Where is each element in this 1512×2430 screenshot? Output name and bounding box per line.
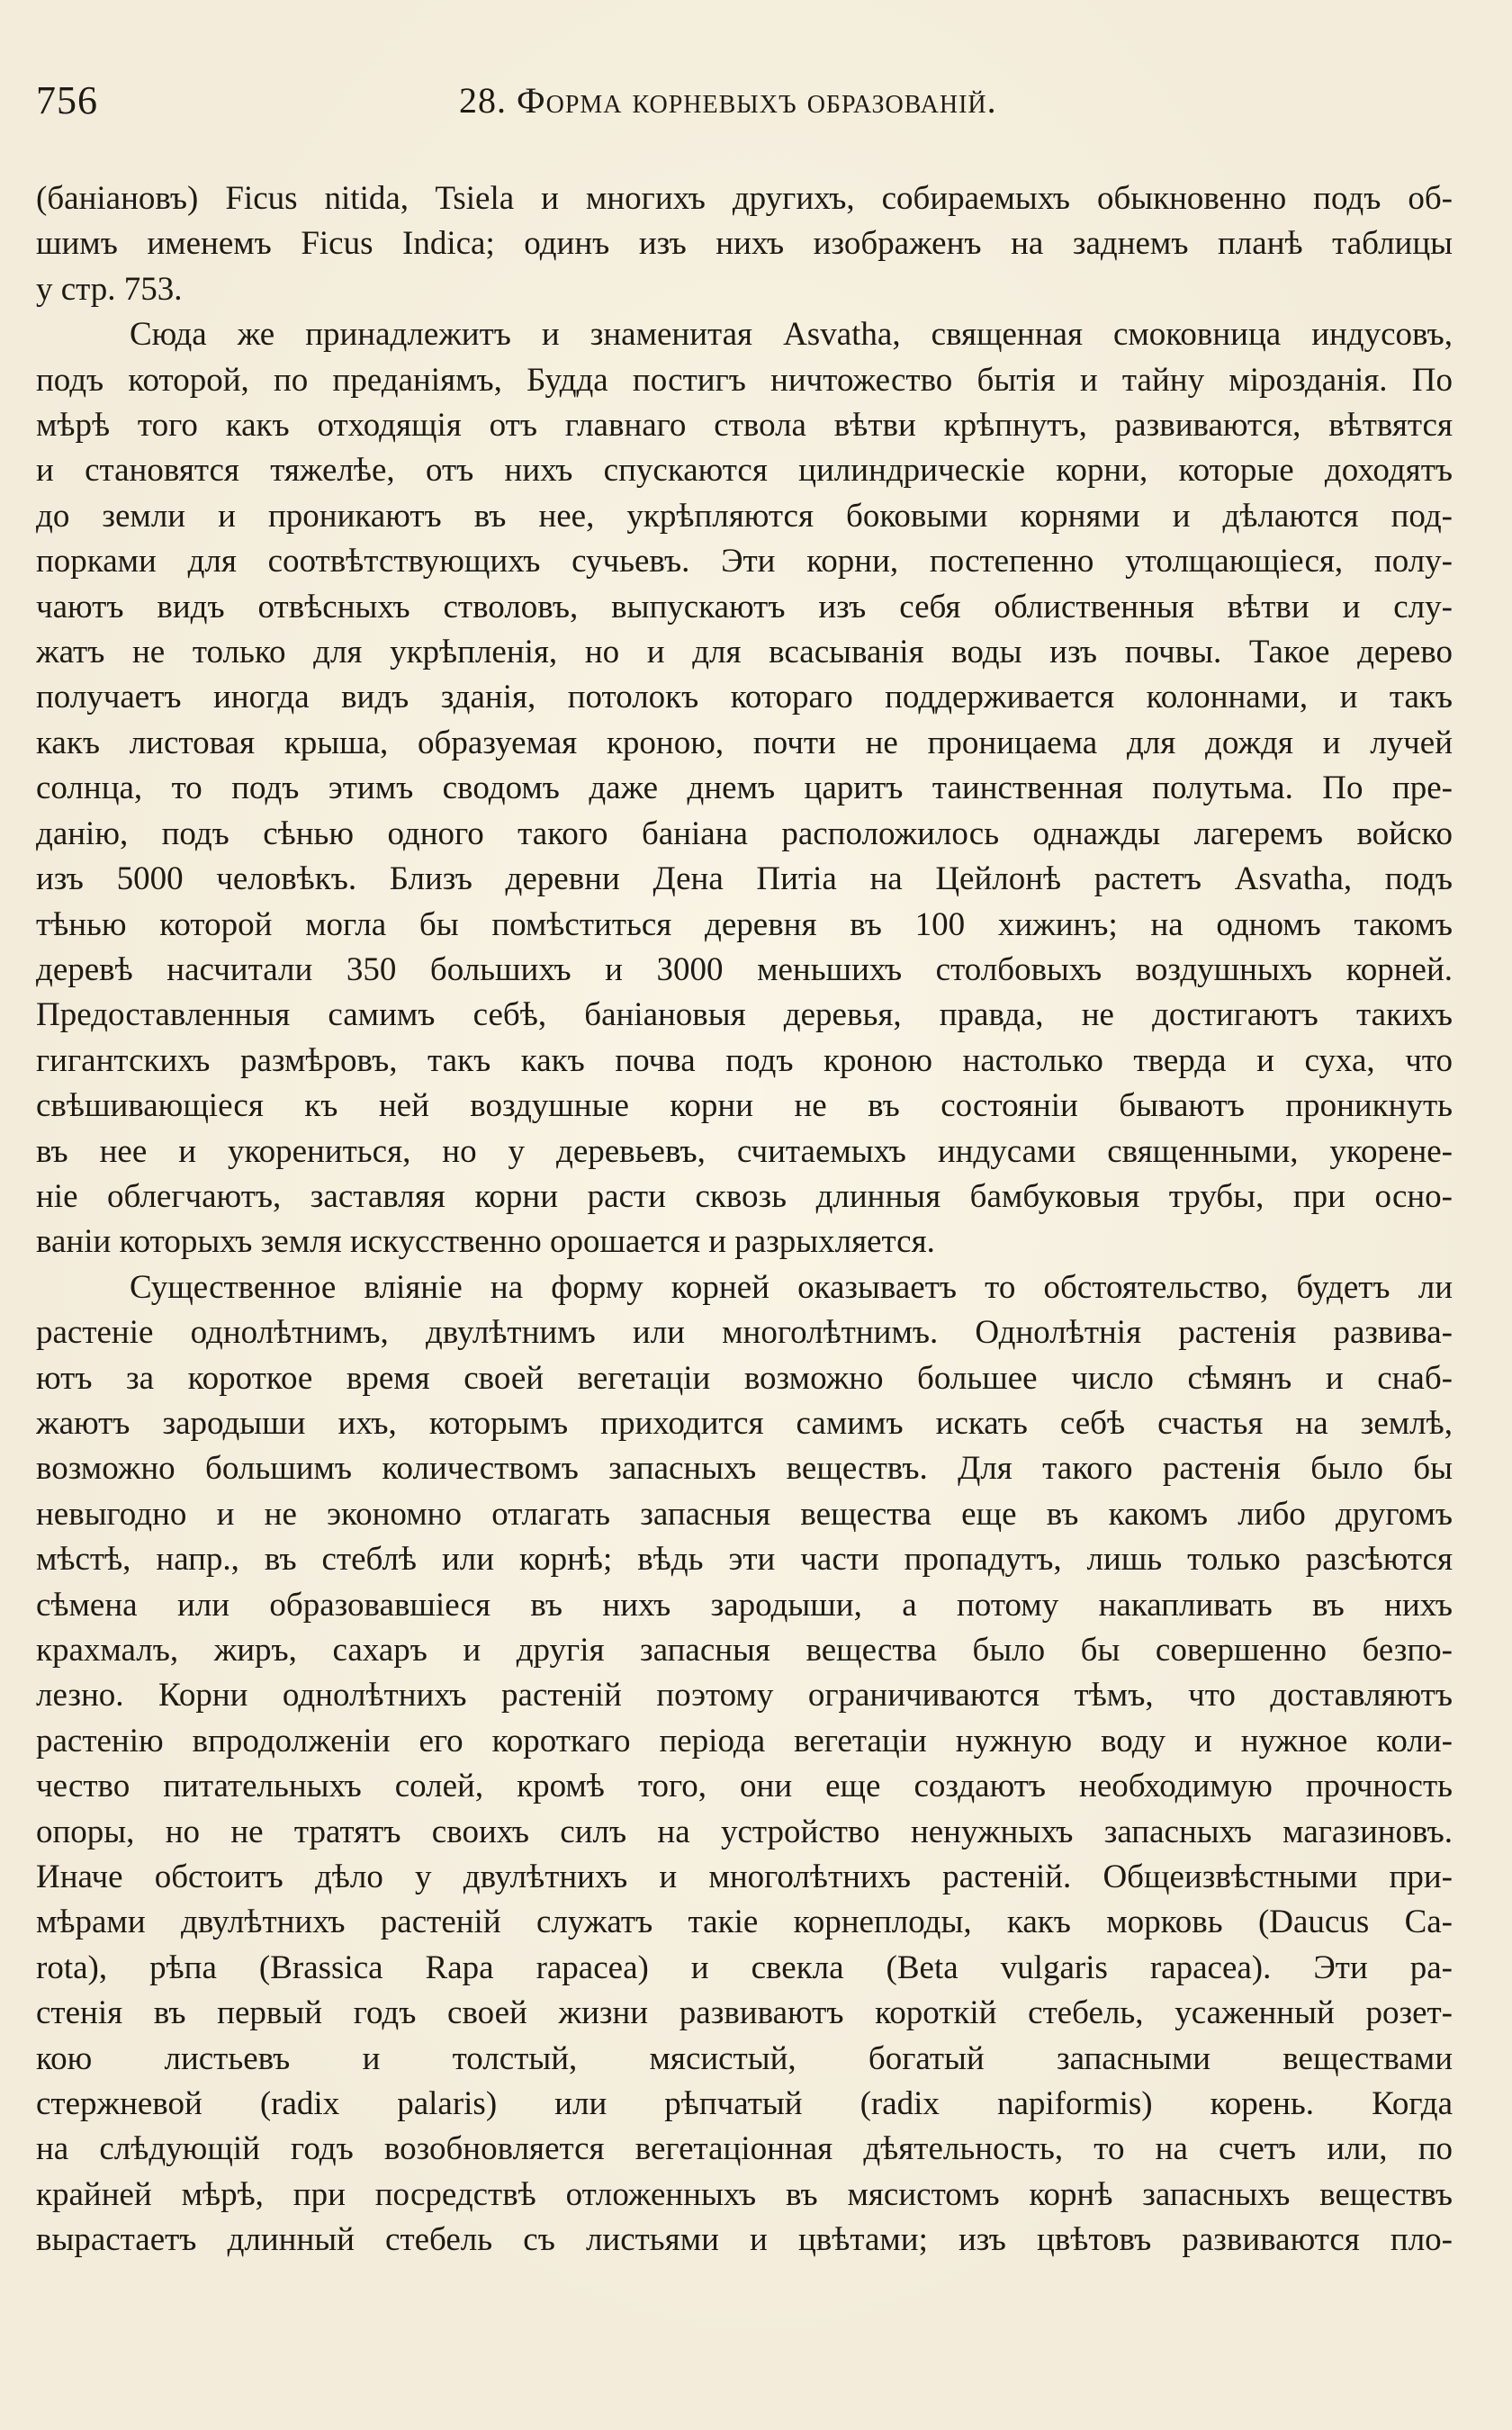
body-text (36, 176, 1453, 2264)
text-line: возможно большимъ количествомъ запасныхъ веществъ. Для такого растенія было бы (36, 1450, 1453, 1488)
text-line: ваніи которыхъ земля искусственно орошается и разрыхляется. (36, 1223, 935, 1261)
text-line: гигантскихъ размѣровъ, такъ какъ почва подъ кроною настолько тверда и суха, что (36, 1041, 1453, 1079)
text-line: на слѣдующій годъ возобновляется вегетаціонная дѣятельность, то на счетъ или, по (36, 2130, 1453, 2168)
text-line: чаютъ видъ отвѣсныхъ стволовъ, выпускаютъ изъ себя облиственныя вѣтви и слу- (36, 588, 1453, 626)
text-line: изъ 5000 человѣкъ. Близъ деревни Дена Питіа на Цейлонѣ растетъ Asvatha, подъ (36, 860, 1453, 898)
text-line: rota), рѣпа (Brassica Rapa rapacea) и свекла (Beta vulgaris rapacea). Эти ра- (36, 1948, 1453, 1986)
text-line: чество питательныхъ солей, кромѣ того, они еще создаютъ необходимую прочность (36, 1768, 1453, 1805)
text-line: лезно. Корни однолѣтнихъ растеній поэтому ограничиваются тѣмъ, что доставляютъ (36, 1677, 1453, 1714)
text-line: мѣрѣ того какъ отходящія отъ главнаго ствола вѣтви крѣпнутъ, развиваются, вѣтвятся (36, 407, 1453, 445)
text-line: мѣрами двулѣтнихъ растеній служатъ такіе корнеплоды, какъ морковь (Daucus Ca- (36, 1904, 1453, 1941)
text-line: кою листьевъ и толстый, мясистый, богатый запасными веществами (36, 2039, 1453, 2077)
text-line: вырастаетъ длинный стебель съ листьями и цвѣтами; изъ цвѣтовъ развиваются пло- (36, 2221, 1453, 2259)
text-line: невыгодно и не экономно отлагать запасныя вещества еще въ какомъ либо другомъ (36, 1495, 1453, 1533)
text-line: подъ которой, по преданіямъ, Будда постигъ ничтожество бытія и тайну мірозданія. По (36, 361, 1453, 399)
text-line: растенію впродолженіи его короткаго періода вегетаціи нужную воду и нужное коли- (36, 1722, 1453, 1760)
text-line: шимъ именемъ Ficus Indica; одинъ изъ нихъ изображенъ на заднемъ планѣ таблицы (36, 225, 1453, 263)
text-line: стержневой (radix palaris) или рѣпчатый (radix napiformis) корень. Когда (36, 2085, 1453, 2123)
page-header (36, 77, 1449, 124)
text-line: получаетъ иногда видъ зданія, потолокъ котораго поддерживается колоннами, и такъ (36, 679, 1453, 716)
text-line: крахмалъ, жиръ, сахаръ и другія запасныя вещества было бы совершенно безпо- (36, 1632, 1453, 1669)
text-line: ютъ за короткое время своей вегетаціи возможно большее число сѣмянъ и снаб- (36, 1359, 1453, 1397)
text-line: опоры, но не тратятъ своихъ силъ на устройство ненужныхъ запасныхъ магазиновъ. (36, 1813, 1453, 1850)
text-line: деревѣ насчитали 350 большихъ и 3000 меньшихъ столбовыхъ воздушныхъ корней. (36, 950, 1453, 988)
text-line: Предоставленныя самимъ себѣ, баніановыя деревья, правда, не достигаютъ такихъ (36, 996, 1453, 1034)
text-line: и становятся тяжелѣе, отъ нихъ спускаются цилиндрическіе корни, которые доходятъ (36, 452, 1453, 490)
text-line: мѣстѣ, напр., въ стеблѣ или корнѣ; вѣдь эти части пропадутъ, лишь только разсѣются (36, 1541, 1453, 1579)
text-line: Существенное вліяніе на форму корней оказываетъ то обстоятельство, будетъ ли (130, 1268, 1453, 1306)
text-line: (баніановъ) Ficus nitida, Tsiela и многихъ другихъ, собираемыхъ обыкновенно подъ об- (36, 180, 1453, 217)
text-line: жаютъ зародыши ихъ, которымъ приходится самимъ искать себѣ счастья на землѣ, (36, 1404, 1453, 1442)
text-line: тѣнью которой могла бы помѣститься деревня въ 100 хижинъ; на одномъ такомъ (36, 905, 1453, 943)
text-line: Сюда же принадлежитъ и знаменитая Asvatha, священная смоковница индусовъ, (130, 316, 1453, 354)
text-line: у стр. 753. (36, 270, 183, 308)
text-line: солнца, то подъ этимъ сводомъ даже днемъ царитъ таинственная полутьма. По пре- (36, 770, 1453, 807)
text-line: растеніе однолѣтнимъ, двулѣтнимъ или многолѣтнимъ. Однолѣтнія растенія развива- (36, 1314, 1453, 1352)
text-line: Иначе обстоитъ дѣло у двулѣтнихъ и многолѣтнихъ растеній. Общеизвѣстными при- (36, 1858, 1453, 1896)
text-line: въ нее и укорениться, но у деревьевъ, считаемыхъ индусами священными, укорене- (36, 1132, 1453, 1170)
text-line: сѣмена или образовавшіеся въ нихъ зародыши, а потому накапливать въ нихъ (36, 1586, 1453, 1624)
text-line: крайней мѣрѣ, при посредствѣ отложенныхъ въ мясистомъ корнѣ запасныхъ веществъ (36, 2175, 1453, 2213)
running-title: 28. Форма корневыхъ образованій. (459, 80, 997, 121)
text-line: стенія въ первый годъ своей жизни развиваютъ короткій стебель, усаженный розет- (36, 1994, 1453, 2032)
text-line: свѣшивающіеся къ ней воздушные корни не въ состояніи бываютъ проникнуть (36, 1087, 1453, 1125)
text-line: данію, подъ сѣнью одного такого баніана расположилось однажды лагеремъ войско (36, 814, 1453, 852)
text-line: какъ листовая крыша, образуемая кроною, почти не проницаема для дождя и лучей (36, 724, 1453, 761)
page-number: 756 (36, 78, 98, 122)
text-line: ніе облегчаютъ, заставляя корни расти сквозь длинныя бамбуковыя трубы, при осно- (36, 1177, 1453, 1215)
text-line: жатъ не только для укрѣпленія, но и для всасыванія воды изъ почвы. Такое дерево (36, 634, 1453, 671)
text-line: порками для соотвѣтствующихъ сучьевъ. Эти корни, постепенно утолщающіеся, полу- (36, 543, 1453, 580)
text-line: до земли и проникаютъ въ нее, укрѣпляются боковыми корнями и дѣлаются под- (36, 497, 1453, 535)
